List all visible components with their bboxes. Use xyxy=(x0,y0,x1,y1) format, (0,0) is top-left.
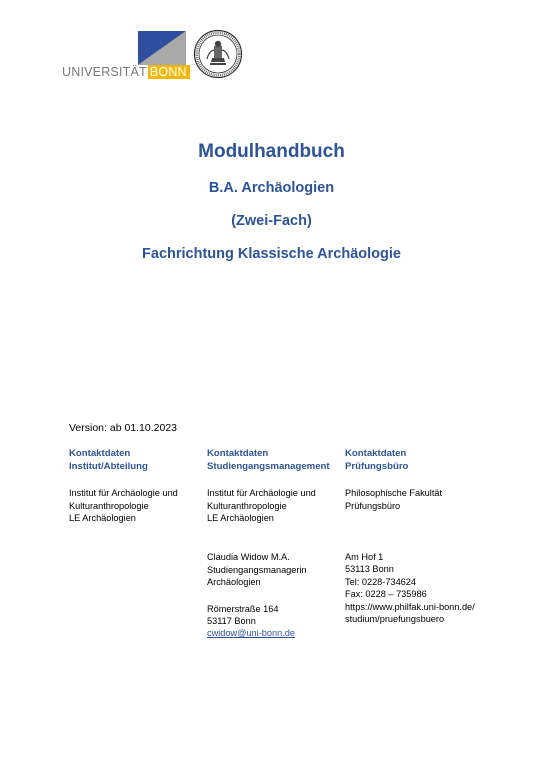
logo-city-text: BONN xyxy=(148,65,190,79)
university-wordmark xyxy=(62,65,190,79)
website-url: https://www.philfak.uni-bonn.de/ xyxy=(345,601,475,612)
address-block: Am Hof 1 53113 Bonn Tel: 0228-734624 Fax: 0228 – 735986 https://www.philfak.uni-bonn.de/ studium/pruefungsbuero xyxy=(345,551,495,625)
university-logo-icon xyxy=(138,31,186,65)
title-block xyxy=(0,138,543,265)
version-text: Version: ab 01.10.2023 xyxy=(69,422,178,434)
logo-university-text: UNIVERSITÄT xyxy=(62,65,147,79)
email-link[interactable]: cwidow@uni-bonn.de xyxy=(207,628,295,639)
person-block: Claudia Widow M.A. Studiengangsmanagerin Archäologien xyxy=(207,552,307,588)
phone-number: Tel: 0228-734624 xyxy=(345,576,417,587)
document-title: Modulhandbuch xyxy=(198,141,345,162)
contact-heading: Kontaktdaten Prüfungsbüro xyxy=(345,448,409,472)
website-url-continued: studium/pruefungsbuero xyxy=(345,614,445,625)
contact-column-management xyxy=(207,448,341,640)
institution-block: Institut für Archäologie und Kulturanthropologie LE Archäologien xyxy=(69,488,178,523)
degree-variant: (Zwei-Fach) xyxy=(231,213,312,229)
contact-column-institute xyxy=(69,448,201,524)
contact-heading: Kontaktdaten Institut/Abteilung xyxy=(69,448,148,472)
subject-title: Fachrichtung Klassische Archäologie xyxy=(142,246,401,262)
contact-heading: Kontaktdaten Studiengangsmanagement xyxy=(207,448,330,472)
contact-column-exam-office xyxy=(345,448,495,625)
address-block: Römerstraße 164 53117 Bonn cwidow@uni-bonn.de xyxy=(207,603,341,640)
university-seal-icon xyxy=(193,29,243,79)
fax-number: Fax: 0228 – 735986 xyxy=(345,589,427,600)
institution-block: Institut für Archäologie und Kulturanthropologie LE Archäologien xyxy=(207,488,316,523)
institution-block: Philosophische Fakultät Prüfungsbüro xyxy=(345,488,443,511)
degree-title: B.A. Archäologien xyxy=(208,180,335,196)
